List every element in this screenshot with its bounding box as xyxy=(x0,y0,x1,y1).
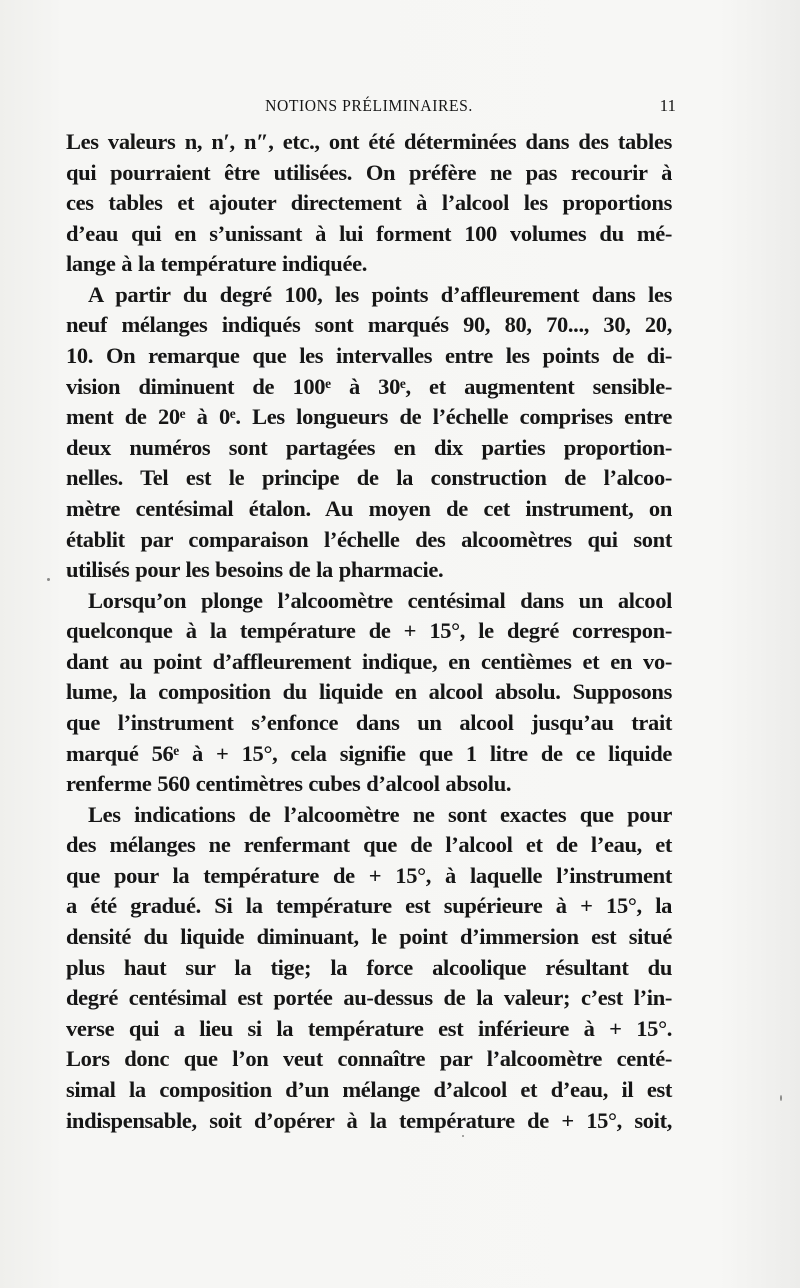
text-line: degré centésimal est portée au-dessus de la valeur; c’est l’in- xyxy=(66,985,672,1011)
text-line: mètre centésimal étalon. Au moyen de cet instrument, on xyxy=(66,495,672,521)
text-line: deux numéros sont partagées en dix parties proportion- xyxy=(66,434,672,460)
text-line: Lorsqu’on plonge l’alcoomètre centésimal dans un alcool xyxy=(88,587,672,613)
text-line: simal la composition d’un mélange d’alcool et d’eau, il est xyxy=(66,1076,672,1102)
text-line: établit par comparaison l’échelle des alcoomètres qui sont xyxy=(66,526,672,552)
text-line: renferme 560 centimètres cubes d’alcool absolu. xyxy=(66,771,512,797)
text-line: ment de 20ᵉ à 0ᵉ. Les longueurs de l’échelle comprises entre xyxy=(66,404,672,430)
text-line: d’eau qui en s’unissant à lui forment 100 volumes du mé- xyxy=(66,220,672,246)
page-number: 11 xyxy=(659,96,676,115)
text-line: que l’instrument s’enfonce dans un alcool jusqu’au trait xyxy=(66,709,672,735)
running-title: NOTIONS PRÉLIMINAIRES. xyxy=(265,96,473,115)
text-line: lange à la température indiquée. xyxy=(66,251,367,277)
text-line: plus haut sur la tige; la force alcoolique résultant du xyxy=(66,954,672,980)
text-line: verse qui a lieu si la température est inférieure à + 15°. xyxy=(66,1015,672,1041)
print-speck xyxy=(47,578,50,581)
text-line: lume, la composition du liquide en alcool absolu. Supposons xyxy=(66,679,672,705)
text-line: a été gradué. Si la température est supérieure à + 15°, la xyxy=(66,893,672,919)
print-speck xyxy=(780,1095,782,1101)
text-line: ces tables et ajouter directement à l’alcool les proportions xyxy=(66,190,672,216)
running-header xyxy=(66,96,676,120)
text-line: utilisés pour les besoins de la pharmacie. xyxy=(66,557,444,583)
text-line: que pour la température de + 15°, à laquelle l’instrument xyxy=(66,862,672,888)
text-line: vision diminuent de 100ᵉ à 30ᵉ, et augmentent sensible- xyxy=(66,373,672,399)
text-line: dant au point d’affleurement indique, en centièmes et en vo- xyxy=(66,648,672,674)
text-line: Les indications de l’alcoomètre ne sont exactes que pour xyxy=(88,801,672,827)
text-line: Lors donc que l’on veut connaître par l’alcoomètre centé- xyxy=(66,1046,672,1072)
text-line: qui pourraient être utilisées. On préfère ne pas recourir à xyxy=(66,159,672,185)
text-line: des mélanges ne renfermant que de l’alcool et de l’eau, et xyxy=(66,832,672,858)
text-line: nelles. Tel est le principe de la construction de l’alcoo- xyxy=(66,465,672,491)
text-line: 10. On remarque que les intervalles entre les points de di- xyxy=(66,343,672,369)
text-line: A partir du degré 100, les points d’affleurement dans les xyxy=(88,281,672,307)
body-text xyxy=(66,127,672,1136)
print-speck xyxy=(462,1135,464,1137)
text-line: densité du liquide diminuant, le point d’immersion est situé xyxy=(66,924,672,950)
text-line: indispensable, soit d’opérer à la température de + 15°, soit, xyxy=(66,1107,672,1133)
text-line: neuf mélanges indiqués sont marqués 90, 80, 70..., 30, 20, xyxy=(66,312,672,338)
text-line: marqué 56ᵉ à + 15°, cela signifie que 1 litre de ce liquide xyxy=(66,740,672,766)
text-line: Les valeurs n, n′, n″, etc., ont été déterminées dans des tables xyxy=(66,129,672,154)
text-line: quelconque à la température de + 15°, le degré correspon- xyxy=(66,618,672,644)
